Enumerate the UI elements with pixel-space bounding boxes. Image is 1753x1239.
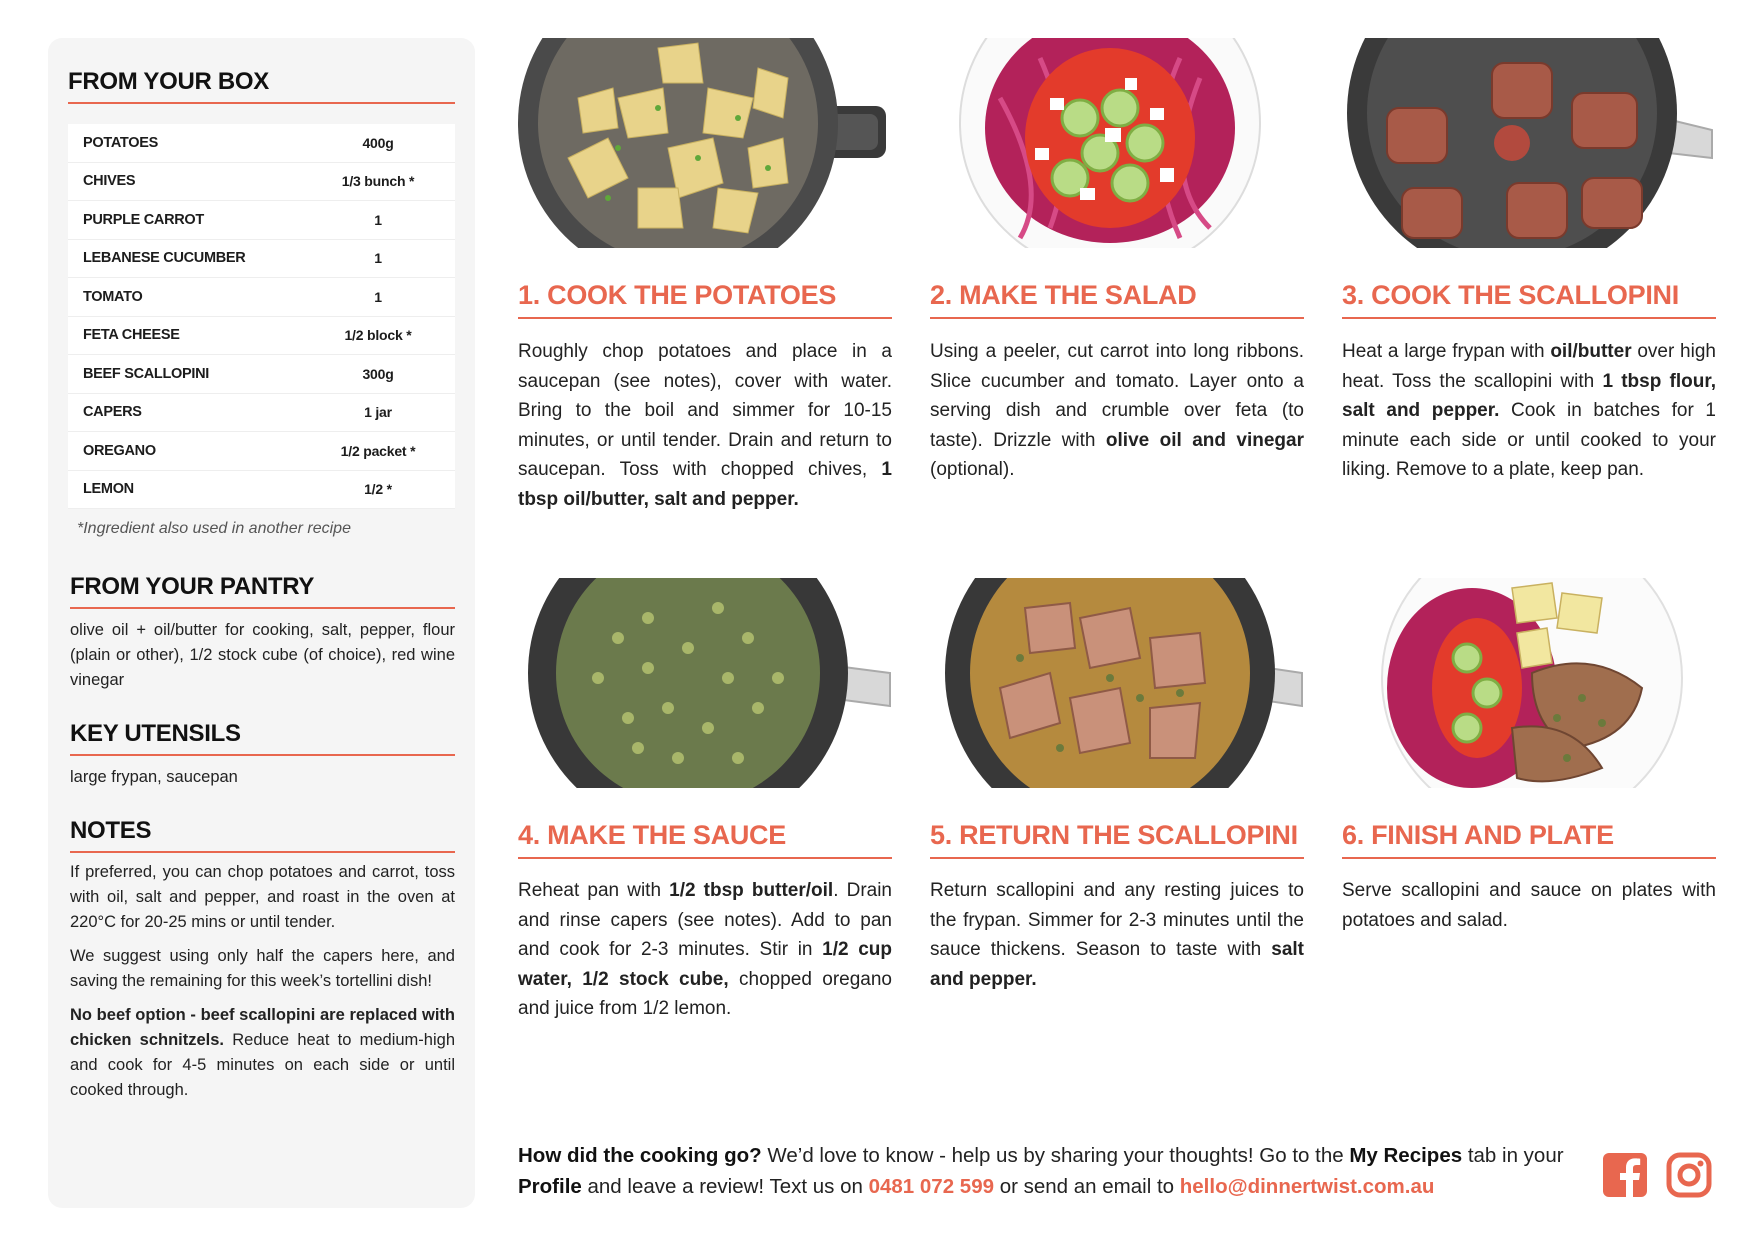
notes-heading: NOTES xyxy=(70,817,455,853)
ingredient-qty: 1/3 bunch * xyxy=(341,173,415,190)
step-text: Serve scallopini and sauce on plates with potatoes and salad. xyxy=(1342,880,1716,931)
ingredient-qty: 1/2 block * xyxy=(344,327,412,344)
step-1-text xyxy=(518,337,892,514)
ingredient-footnote: *Ingredient also used in another recipe xyxy=(77,520,351,537)
from-your-pantry-heading: FROM YOUR PANTRY xyxy=(70,573,455,609)
note-paragraph: If preferred, you can chop potatoes and carrot, toss with oil, salt and pepper, and roast in the oven at 220°C for 20-25 mins or until tender. xyxy=(70,863,455,931)
step-text: . Drain and rinse capers (see notes). Add to pan and cook for 2-3 minutes. Stir in xyxy=(518,880,892,960)
ingredient-name: CAPERS xyxy=(83,404,142,421)
ingredient-row xyxy=(68,278,455,317)
email-link[interactable]: hello@dinnertwist.com.au xyxy=(1179,1175,1435,1198)
step-text: (optional). xyxy=(930,459,1015,480)
step-bold: 1 tbsp flour, salt and pepper. xyxy=(1342,370,1716,421)
step-3-title: 3. COOK THE SCALLOPINI xyxy=(1342,280,1716,319)
step-text: Heat a large frypan with xyxy=(1342,341,1551,362)
salad-photo xyxy=(930,38,1304,248)
ingredient-qty: 300g xyxy=(362,365,394,382)
feedback-footer xyxy=(518,1140,1578,1202)
ingredient-name: BEEF SCALLOPINI xyxy=(83,365,210,382)
ingredient-qty: 1/2 * xyxy=(364,481,392,498)
footer-text: and leave a review! Text us on xyxy=(581,1175,869,1198)
note-rest: Reduce heat to medium-high and cook for 4-5 minutes on each side or until cooked through. xyxy=(70,1031,455,1099)
ingredient-name: TOMATO xyxy=(83,288,143,305)
utensils-text: large frypan, saucepan xyxy=(70,768,238,786)
phone-link[interactable]: 0481 072 599 xyxy=(868,1175,994,1198)
note-paragraph xyxy=(70,1003,455,1103)
step-4-text xyxy=(518,876,892,1024)
plated-dish-photo xyxy=(1342,578,1716,788)
scallopini-frying-photo xyxy=(1342,38,1716,248)
step-text: Using a peeler, cut carrot into long ribbons. Slice cucumber and tomato. Layer onto a serving dish and crumble over feta (to taste). Drizzle with xyxy=(930,341,1304,451)
ingredient-name: LEBANESE CUCUMBER xyxy=(83,250,246,267)
step-5-text xyxy=(930,876,1304,994)
step-6-title: 6. FINISH AND PLATE xyxy=(1342,820,1716,859)
step-bold: oil/butter xyxy=(1550,341,1632,362)
ingredient-row xyxy=(68,317,455,356)
ingredient-name: LEMON xyxy=(83,481,134,498)
ingredient-name: OREGANO xyxy=(83,442,156,459)
footer-bold: How did the cooking go? xyxy=(518,1144,762,1167)
potatoes-photo xyxy=(518,38,892,248)
key-utensils-heading: KEY UTENSILS xyxy=(70,720,455,756)
pantry-text: olive oil + oil/butter for cooking, salt, pepper, flour (plain or other), 1/2 stock cube (of choice), red wine vinegar xyxy=(70,621,455,689)
step-bold: olive oil and vinegar xyxy=(1105,429,1304,451)
ingredient-row xyxy=(68,394,455,433)
step-bold: 1 tbsp oil/butter, salt and pepper. xyxy=(518,459,892,510)
step-text: Return scallopini and any resting juices to the frypan. Simmer for 2-3 minutes until the sauce thickens. Season to taste with xyxy=(930,880,1304,960)
caper-sauce-photo xyxy=(518,578,892,788)
footer-text: tab in your xyxy=(1462,1144,1564,1167)
step-text: Roughly chop potatoes and place in a saucepan (see notes), cover with water. Bring to the boil and simmer for 10-15 minutes, or until tender. Drain and return to saucepan. Toss with chopped chives, xyxy=(518,341,892,480)
step-bold: salt and pepper. xyxy=(930,939,1304,990)
note-paragraph: We suggest using only half the capers here, and saving the remaining for this week’s tortellini dish! xyxy=(70,947,455,990)
step-2-text xyxy=(930,337,1304,485)
ingredient-qty: 1 xyxy=(374,211,382,228)
step-text: Reheat pan with xyxy=(518,880,670,901)
ingredient-row xyxy=(68,355,455,394)
footer-text: or send an email to xyxy=(994,1175,1180,1198)
step-6-text xyxy=(1342,876,1716,935)
ingredient-name: CHIVES xyxy=(83,173,136,190)
step-bold: 1/2 tbsp butter/oil xyxy=(669,880,834,901)
ingredient-qty: 1 xyxy=(374,288,382,305)
ingredients-sidebar xyxy=(48,38,475,1208)
step-4-title: 4. MAKE THE SAUCE xyxy=(518,820,892,859)
ingredient-qty: 1/2 packet * xyxy=(340,442,416,459)
profile-label: Profile xyxy=(518,1175,582,1198)
my-recipes-label: My Recipes xyxy=(1349,1144,1463,1167)
step-2-title: 2. MAKE THE SALAD xyxy=(930,280,1304,319)
ingredients-table xyxy=(68,124,455,509)
ingredient-row xyxy=(68,163,455,202)
ingredient-row xyxy=(68,201,455,240)
scallopini-sauce-photo xyxy=(930,578,1304,788)
ingredient-qty: 1 xyxy=(374,250,382,267)
ingredient-name: FETA CHEESE xyxy=(83,327,180,344)
ingredient-row xyxy=(68,432,455,471)
notes-text xyxy=(70,860,455,1112)
step-5-title: 5. RETURN THE SCALLOPINI xyxy=(930,820,1304,859)
facebook-icon[interactable] xyxy=(1602,1152,1648,1198)
from-your-box-heading: FROM YOUR BOX xyxy=(68,68,455,104)
ingredient-row xyxy=(68,471,455,510)
step-text: Cook in batches for 1 minute each side or until cooked to your liking. Remove to a plate, keep pan. xyxy=(1342,400,1716,480)
instagram-icon[interactable] xyxy=(1666,1152,1712,1198)
ingredient-name: PURPLE CARROT xyxy=(83,211,204,228)
ingredient-qty: 1 jar xyxy=(364,404,392,421)
ingredient-row xyxy=(68,124,455,163)
step-1-title: 1. COOK THE POTATOES xyxy=(518,280,892,319)
step-text: over high heat. Toss the scallopini with xyxy=(1342,341,1716,392)
note-bold: No beef option - beef scallopini are replaced with chicken schnitzels. xyxy=(70,1006,455,1049)
step-bold: 1/2 cup water, 1/2 stock cube, xyxy=(518,939,892,990)
ingredient-qty: 400g xyxy=(362,134,394,151)
ingredient-row xyxy=(68,240,455,279)
step-3-text xyxy=(1342,337,1716,485)
footer-text: We’d love to know - help us by sharing your thoughts! Go to the xyxy=(761,1144,1350,1167)
ingredient-name: POTATOES xyxy=(83,134,158,151)
step-text: chopped oregano and juice from 1/2 lemon. xyxy=(518,968,893,1019)
